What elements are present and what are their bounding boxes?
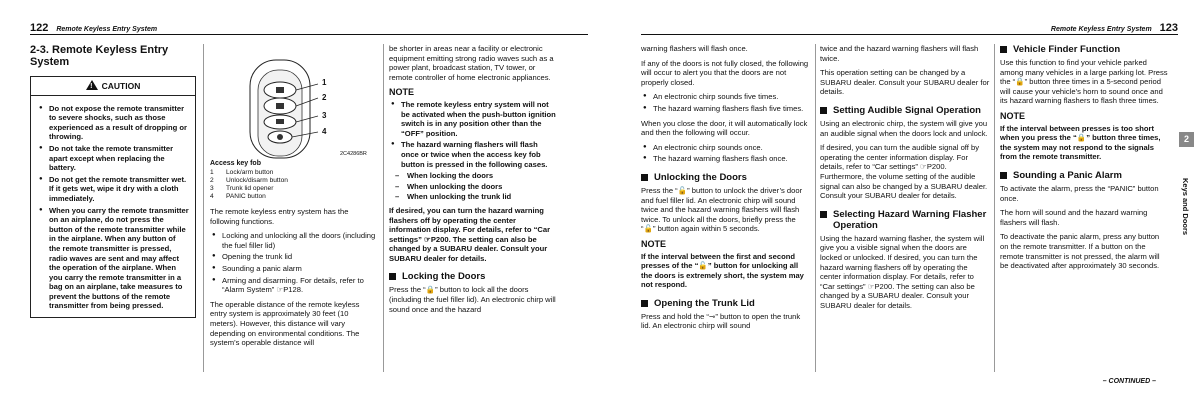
paragraph: warning flashers will flash once. <box>641 44 748 53</box>
callout-4: 4 <box>322 127 327 136</box>
right-column-2 <box>820 44 990 315</box>
caution-box <box>30 76 196 318</box>
square-bullet-icon <box>389 273 396 280</box>
distance-text: The operable distance of the remote keyless entry system is approximately 30 feet (10 meters). However, this distance will vary depending on environmental conditions. The system’s operable distance will <box>210 299 360 348</box>
legend-row: 3 Trunk lid opener <box>210 185 274 192</box>
right-page-number: 123 <box>1159 22 1178 34</box>
function-item: ● Opening the trunk lid <box>210 252 378 262</box>
note-item: ● The remote keyless entry system will not be activated when the push-button ignition switch is in any position other than the “OFF” position. <box>389 100 557 138</box>
square-bullet-icon <box>641 300 648 307</box>
unlock-text: Press the “🔓” button to unlock the driver’s door and fuel filler lid. An electronic chirp will sound twice and the hazard warning flashers will flash twice. To unlock all the doors, briefly press the “🔓” button again within 5 seconds. <box>641 185 803 234</box>
list-item: ● An electronic chirp sounds five times. <box>641 92 809 102</box>
chapter-tab: 2 <box>1179 132 1194 147</box>
function-item: ● Locking and unlocking all the doors (including the fuel filler lid) <box>210 231 378 250</box>
left-column-2 <box>210 44 378 353</box>
paragraph: To activate the alarm, press the “PANIC” button once. <box>1000 183 1159 203</box>
chapter-side-label: Keys and Doors <box>1181 178 1190 236</box>
caution-item: ● Do not get the remote transmitter wet. If it gets wet, wipe it dry with a cloth immediately. <box>37 175 189 204</box>
locking-heading: Locking the Doors <box>389 271 557 282</box>
audible-heading: Setting Audible Signal Operation <box>820 105 990 116</box>
key-fob-illustration <box>210 44 378 160</box>
list-item: ● An electronic chirp sounds once. <box>641 143 809 153</box>
left-column-3 <box>389 44 557 319</box>
locking-text: Press the “🔒” button to lock all the doors (including the fuel filler lid). An electronic chirp will sound once and the hazard <box>389 285 556 314</box>
note-text: If the interval between presses is too short when you press the “🔒” button three times, the system may not respond to the signals from the remote transmitter. <box>1000 123 1161 162</box>
right-header-title: Remote Keyless Entry System <box>1050 26 1152 33</box>
continued-label: – CONTINUED – <box>1102 378 1156 385</box>
warning-icon <box>86 80 98 90</box>
caution-item: ● Do not expose the remote transmitter to severe shocks, such as those experienced as a result of dropping or throwing. <box>37 104 189 142</box>
left-header-rule <box>30 34 588 35</box>
intro-text: The remote keyless entry system has the following functions. <box>210 207 349 226</box>
trunk-heading: Opening the Trunk Lid <box>641 298 809 309</box>
paragraph: To deactivate the panic alarm, press any button on the remote transmitter. If a button on the remote transmitter is not pressed, the alarm will be deactivated after approximately 30 seconds. <box>1000 232 1160 271</box>
column-divider <box>994 44 995 372</box>
paragraph: When you close the door, it will automatically lock and then the following will occur. <box>641 118 808 138</box>
paragraph: The horn will sound and the hazard warning flashers will flash. <box>1000 208 1148 227</box>
note-heading: NOTE <box>389 87 415 98</box>
list-item: ● The hazard warning flashers flash five times. <box>641 104 809 114</box>
left-header-title: Remote Keyless Entry System <box>56 26 158 33</box>
right-column-3 <box>1000 44 1168 276</box>
distance-text-cont: be shorter in areas near a facility or electronic equipment emitting strong radio waves such as a power plant, broadcast station, TV tower, or remote controller of home electronic appliances. <box>389 44 554 82</box>
column-divider <box>815 44 816 372</box>
square-bullet-icon <box>1000 46 1007 53</box>
figure-legend <box>210 160 378 201</box>
key-fob-figure <box>210 44 378 160</box>
note-dash-item: – When locking the doors <box>389 171 557 181</box>
note-dash-item: – When unlocking the trunk lid <box>389 192 557 202</box>
callout-3: 3 <box>322 111 327 120</box>
paragraph: If any of the doors is not fully closed, the following will occur to alert you that the doors are not properly closed. <box>641 58 809 87</box>
list-item: ● The hazard warning flashers flash once. <box>641 154 809 164</box>
function-item: ● Arming and disarming. For details, refer to “Alarm System” ☞P128. <box>210 276 378 295</box>
right-header-rule <box>641 34 1178 35</box>
trunk-text: Press and hold the “⊸” button to open the trunk lid. An electronic chirp will sound <box>641 311 801 331</box>
paragraph: Using the hazard warning flasher, the system will give you a visible signal when the doors are locked or unlocked. If desired, you can turn the hazard warning flashers off by operating the center information display. For details, refer to “Car settings” ☞P200. The setting can also be changed by a SUBARU dealer. Consult your SUBARU dealer for details. <box>820 233 985 310</box>
legend-title: Access key fob <box>210 160 261 167</box>
paragraph: If desired, you can turn the audible signal off by operating the center information display. For details, refer to “Car settings” ☞P200. Furthermore, the volume setting of the audible signal can also be changed by a SUBARU dealer. Consult your SUBARU dealer for details. <box>820 143 988 201</box>
square-bullet-icon <box>820 211 827 218</box>
legend-row: 4 PANIC button <box>210 193 266 200</box>
note-heading: NOTE <box>641 238 667 249</box>
square-bullet-icon <box>641 174 648 181</box>
note-item: ● The hazard warning flashers will flash once or twice when the access key fob button is pressed in the following cases. <box>389 140 557 169</box>
function-item: ● Sounding a panic alarm <box>210 264 378 274</box>
section-title: 2-3. Remote Keyless Entry System <box>30 44 169 68</box>
left-page-number: 122 <box>30 22 49 34</box>
legend-row: 1 Lock/arm button <box>210 169 274 176</box>
square-bullet-icon <box>820 107 827 114</box>
caution-item: ● Do not take the remote transmitter apart except when replacing the battery. <box>37 144 189 173</box>
left-column-1 <box>30 44 196 318</box>
note-text: If the interval between the first and second presses of the “🔓” button for unlocking all the doors is extremely short, the system may not respond. <box>641 251 804 290</box>
paragraph: Using an electronic chirp, the system will give you an audible signal when the doors lock and unlock. <box>820 118 988 138</box>
note-tail: If desired, you can turn the hazard warning flashers off by operating the center information display. For details, refer to “Car settings” ☞P200. The setting can also be changed by a SUBARU dealer. Consult your SUBARU dealer for details. <box>389 205 551 263</box>
figure-code: 2C4286BR <box>340 151 367 157</box>
callout-2: 2 <box>322 93 327 102</box>
legend-row: 2 Unlock/disarm button <box>210 177 288 184</box>
caution-item: ● When you carry the remote transmitter on an airplane, do not press the button of the remote transmitter while in the airplane. When any button of the remote transmitter is pressed, radio waves are sent and may affect the operation of the airplane. When you carry the remote transmitter in a bag on an airplane, take measures to prevent the buttons of the remote transmitter from being pressed. <box>37 206 189 312</box>
right-page <box>597 0 1194 400</box>
note-heading: NOTE <box>1000 110 1026 121</box>
finder-heading: Vehicle Finder Function <box>1000 44 1168 55</box>
note-dash-item: – When unlocking the doors <box>389 182 557 192</box>
square-bullet-icon <box>1000 172 1007 179</box>
unlock-heading: Unlocking the Doors <box>641 172 809 183</box>
callout-1: 1 <box>322 78 327 87</box>
panic-heading: Sounding a Panic Alarm <box>1000 170 1168 181</box>
column-divider <box>203 44 204 372</box>
right-column-1 <box>641 44 809 336</box>
caution-title: !CAUTION <box>31 77 195 96</box>
hazard-heading: Selecting Hazard Warning Flasher Operation <box>820 209 990 231</box>
paragraph: twice and the hazard warning flashers will flash twice. <box>820 44 979 63</box>
paragraph: Use this function to find your vehicle parked among many vehicles in a large parking lot. Press the “🔒” button three times in a 5-second period will cause your vehicle’s horn to sound once and its hazard warning flashers to flash three times. <box>1000 58 1168 106</box>
column-divider <box>383 44 384 372</box>
paragraph: This operation setting can be changed by a SUBARU dealer. Consult your SUBARU dealer for details. <box>820 68 990 97</box>
